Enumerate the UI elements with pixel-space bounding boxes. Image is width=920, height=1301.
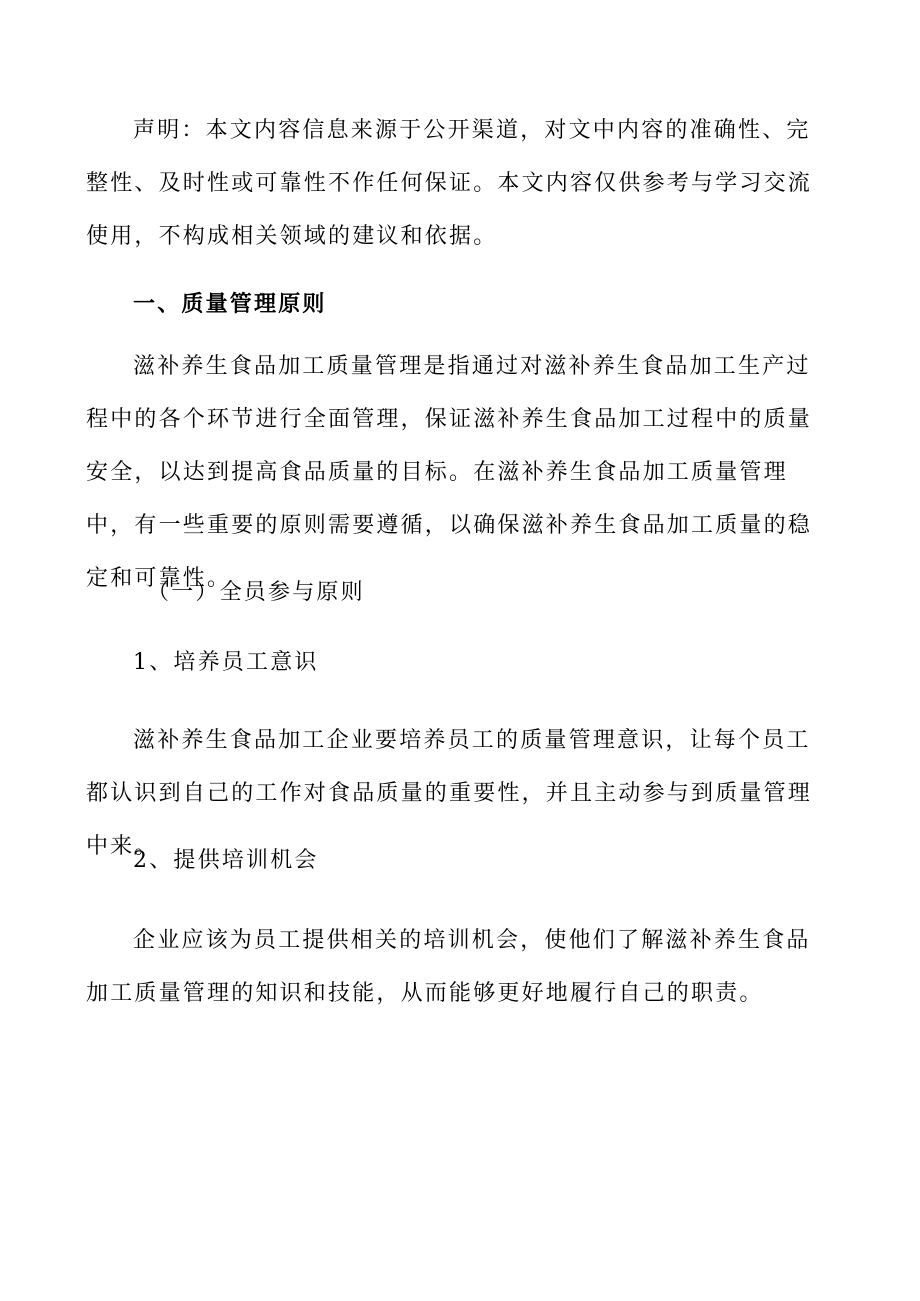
section-intro-paragraph: 滋补养生食品加工质量管理是指通过对滋补养生食品加工生产过程中的各个环节进行全面管理，保证滋补养生食品加工过程中的质量安全，以达到提高食品质量的目标。在滋补养生食品加工质量管理中，有一些重要的原则需要遵循，以确保滋补养生食品加工质量的稳定和可靠性。 <box>86 354 813 591</box>
item-title-2: 2、提供培训机会 <box>133 848 319 873</box>
item-body-1: 滋补养生食品加工企业要培养员工的质量管理意识，让每个员工都认识到自己的工作对食品质量的重要性，并且主动参与到质量管理中来。 <box>86 728 813 859</box>
section-heading: 一、质量管理原则 <box>133 291 327 317</box>
item-title-1: 1、培养员工意识 <box>133 650 319 675</box>
disclaimer-paragraph: 声明：本文内容信息来源于公开渠道，对文中内容的准确性、完整性、及时性或可靠性不作任何保证。本文内容仅供参考与学习交流使用，不构成相关领域的建议和依据。 <box>86 118 813 249</box>
item-body-2: 企业应该为员工提供相关的培训机会，使他们了解滋补养生食品加工质量管理的知识和技能，从而能够更好地履行自己的职责。 <box>86 928 811 1006</box>
subsection-heading: （一）全员参与原则 <box>147 580 365 605</box>
